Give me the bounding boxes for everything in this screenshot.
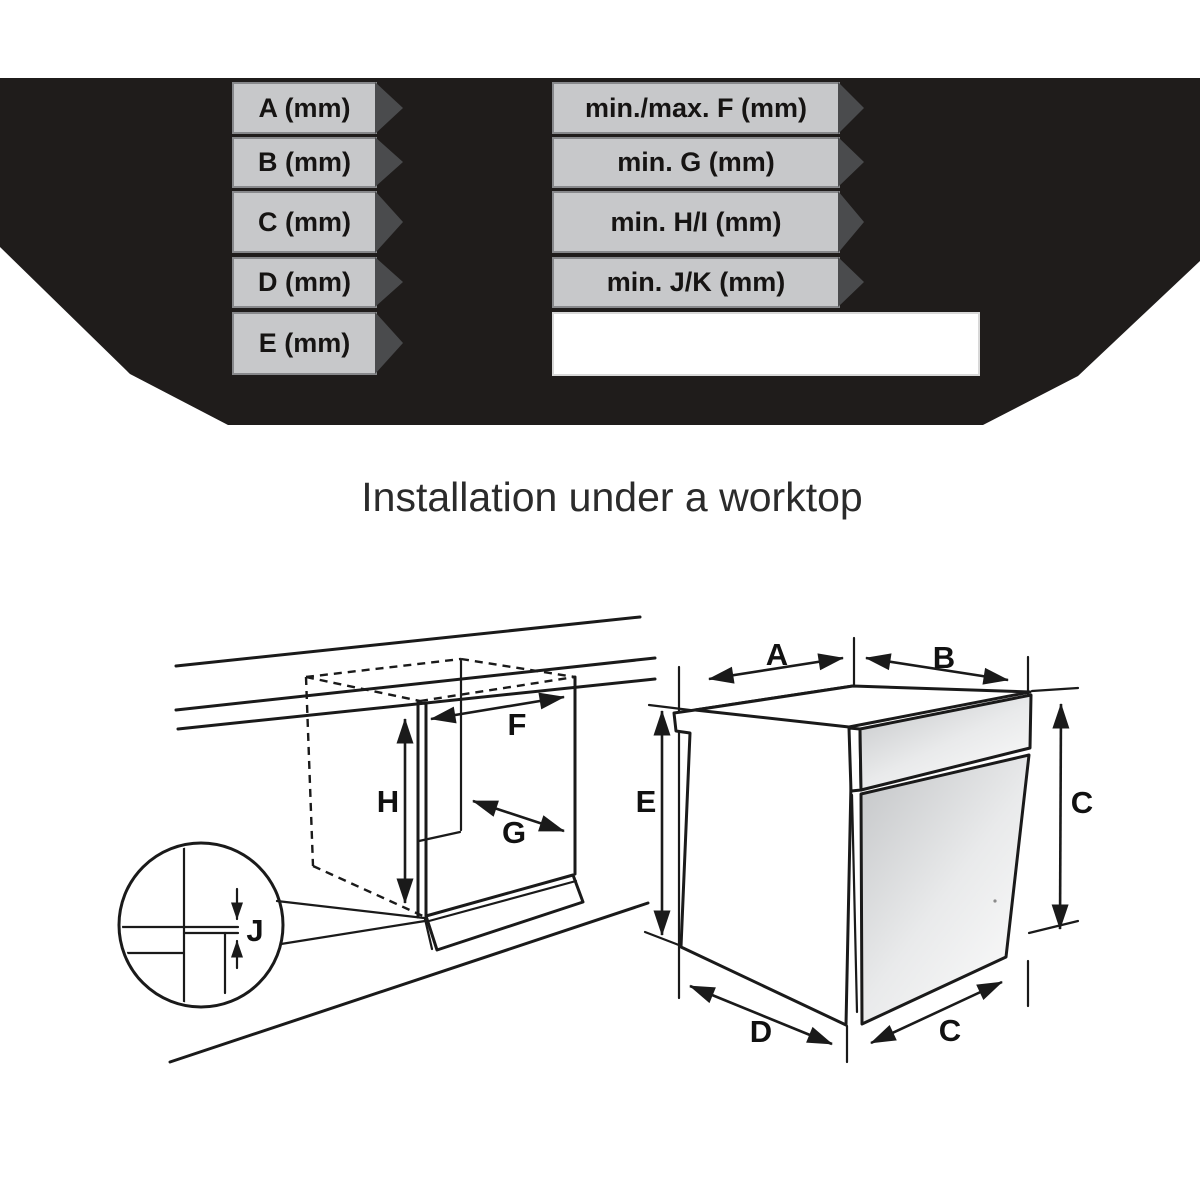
spec-cell-a-label: A (mm)	[258, 92, 351, 123]
spec-cell-e-label: E (mm)	[258, 328, 351, 358]
cabinet-solid-lines	[418, 661, 583, 950]
dim-label-c-side: C	[1070, 785, 1094, 820]
dim-label-a: A	[765, 637, 789, 672]
oven-side-panel	[674, 686, 853, 1025]
worktop-top-edge	[176, 617, 640, 666]
dim-label-c-bottom: C	[938, 1013, 962, 1048]
ext-tick-c-top	[1032, 688, 1078, 691]
spec-cell-c-label: C (mm)	[258, 206, 351, 237]
dim-label-g: G	[501, 815, 527, 850]
worktop-front-edge	[176, 658, 655, 710]
door-end-cap-line	[852, 795, 857, 1012]
detail-callout-circle	[119, 843, 425, 1007]
dim-label-d: D	[749, 1014, 773, 1049]
dim-label-b: B	[932, 640, 956, 675]
spec-cell-g-label: min. G (mm)	[617, 147, 775, 177]
door-speck	[993, 899, 996, 902]
oven-dimension-diagram	[636, 637, 1094, 1062]
callout-leader-bottom	[281, 921, 425, 944]
dim-label-f: F	[507, 707, 527, 742]
spec-cell-jk-label: min. J/K (mm)	[606, 267, 786, 297]
spec-cell-d-label: D (mm)	[258, 267, 351, 297]
spec-cell-hi-label: min. H/I (mm)	[610, 206, 782, 237]
dim-label-h: H	[376, 784, 400, 819]
oven-door	[861, 755, 1029, 1024]
ext-tick-c-bottom	[1029, 921, 1078, 933]
dim-label-e: E	[635, 784, 657, 819]
dim-arrow-c-side	[1060, 704, 1061, 929]
spec-cell-b-label: B (mm)	[258, 147, 351, 177]
cabinet-niche-diagram	[119, 617, 655, 1062]
niche-dashed-outline	[306, 659, 575, 916]
section-title: Installation under a worktop	[361, 474, 863, 520]
callout-leader-top	[277, 901, 424, 918]
spec-cell-f-label: min./max. F (mm)	[584, 92, 808, 123]
dim-label-j: J	[246, 913, 264, 948]
